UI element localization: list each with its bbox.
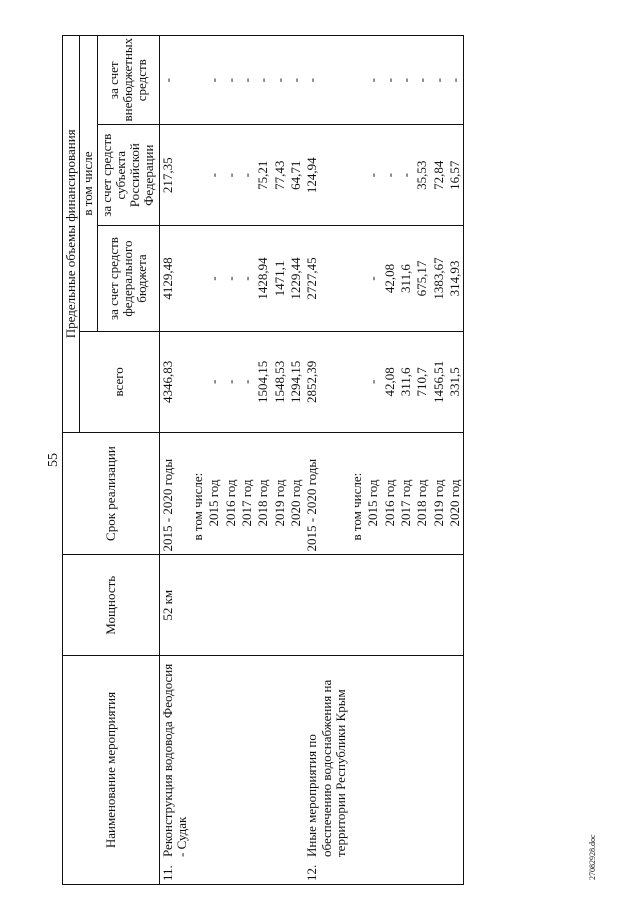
cell-period: 2015 - 2020 годы <box>159 432 190 555</box>
cell-period: 2015 - 2020 годы <box>304 432 349 555</box>
cell-capacity <box>414 555 430 656</box>
table-row <box>190 36 206 885</box>
cell-total <box>190 332 206 433</box>
cell-regional: - <box>239 125 255 226</box>
cell-period: 2016 год <box>382 432 398 555</box>
cell-extra: - <box>365 36 381 125</box>
table-row <box>206 36 222 885</box>
cell-extra: - <box>159 36 190 125</box>
cell-period: 2017 год <box>239 432 255 555</box>
cell-federal: - <box>365 225 381 331</box>
cell-federal: - <box>206 225 222 331</box>
cell-regional: - <box>223 125 239 226</box>
cell-capacity <box>272 555 288 656</box>
cell-total: 311,6 <box>398 332 414 433</box>
table-row <box>255 36 271 885</box>
header-capacity: Мощность <box>63 555 160 656</box>
cell-federal: 1229,44 <box>288 225 304 331</box>
cell-extra: - <box>382 36 398 125</box>
table-row <box>447 36 464 885</box>
cell-period: 2019 год <box>272 432 288 555</box>
cell-total: - <box>223 332 239 433</box>
cell-total: 1504,15 <box>255 332 271 433</box>
cell-regional <box>190 125 206 226</box>
cell-period: 2018 год <box>414 432 430 555</box>
header-extra: за счет внебюджетных средств <box>97 36 159 125</box>
table-row <box>159 36 190 885</box>
cell-total: 331,5 <box>447 332 464 433</box>
header-funding: Предельные объемы финансирования <box>63 36 80 433</box>
cell-total: - <box>206 332 222 433</box>
table-row <box>223 36 239 885</box>
cell-federal: 1383,67 <box>431 225 447 331</box>
cell-federal: 311,6 <box>398 225 414 331</box>
cell-extra: - <box>398 36 414 125</box>
cell-name <box>255 656 271 885</box>
cell-name <box>304 656 349 885</box>
cell-extra <box>349 36 365 125</box>
cell-capacity <box>304 555 349 656</box>
cell-regional: - <box>206 125 222 226</box>
cell-federal: 42,08 <box>382 225 398 331</box>
header-regional: за счет средств субъекта Российской Федерации <box>97 125 159 226</box>
cell-capacity <box>398 555 414 656</box>
cell-capacity <box>431 555 447 656</box>
cell-total: 1456,51 <box>431 332 447 433</box>
table-row <box>272 36 288 885</box>
cell-capacity <box>239 555 255 656</box>
cell-federal: - <box>239 225 255 331</box>
cell-capacity <box>190 555 206 656</box>
cell-regional: - <box>398 125 414 226</box>
cell-period: 2020 год <box>288 432 304 555</box>
cell-capacity <box>349 555 365 656</box>
cell-capacity <box>365 555 381 656</box>
cell-period: 2019 год <box>431 432 447 555</box>
cell-regional: 77,43 <box>272 125 288 226</box>
table-row <box>414 36 430 885</box>
cell-period: в том числе: <box>190 432 206 555</box>
cell-period: 2015 год <box>365 432 381 555</box>
cell-total: 4346,83 <box>159 332 190 433</box>
cell-federal: 1471,1 <box>272 225 288 331</box>
row-number: 12. <box>304 864 320 881</box>
cell-total <box>349 332 365 433</box>
cell-regional: 35,53 <box>414 125 430 226</box>
cell-federal: 4129,48 <box>159 225 190 331</box>
cell-capacity: 52 км <box>159 555 190 656</box>
table-body <box>159 36 464 885</box>
cell-regional: 16,57 <box>447 125 464 226</box>
cell-capacity <box>223 555 239 656</box>
cell-name <box>447 656 464 885</box>
cell-period: 2018 год <box>255 432 271 555</box>
cell-extra: - <box>272 36 288 125</box>
header-federal: за счет средств федерального бюджета <box>97 225 159 331</box>
table-row <box>382 36 398 885</box>
cell-regional: 72,84 <box>431 125 447 226</box>
cell-regional: 217,35 <box>159 125 190 226</box>
cell-extra <box>190 36 206 125</box>
cell-period: 2017 год <box>398 432 414 555</box>
cell-total: 42,08 <box>382 332 398 433</box>
cell-capacity <box>382 555 398 656</box>
cell-total: 1294,15 <box>288 332 304 433</box>
cell-period: в том числе: <box>349 432 365 555</box>
cell-name <box>365 656 381 885</box>
funding-table <box>62 35 464 885</box>
rotated-table-area <box>62 35 612 885</box>
cell-period: 2015 год <box>206 432 222 555</box>
cell-name <box>206 656 222 885</box>
row-number: 11. <box>159 865 175 881</box>
table-row <box>288 36 304 885</box>
cell-federal: 314,93 <box>447 225 464 331</box>
header-total: всего <box>80 332 159 433</box>
table-row <box>365 36 381 885</box>
cell-federal: 675,17 <box>414 225 430 331</box>
cell-federal: - <box>223 225 239 331</box>
cell-total: 2852,39 <box>304 332 349 433</box>
cell-total: 710,7 <box>414 332 430 433</box>
table-header <box>63 36 160 885</box>
cell-regional: - <box>382 125 398 226</box>
cell-extra: - <box>288 36 304 125</box>
cell-extra: - <box>431 36 447 125</box>
cell-name <box>272 656 288 885</box>
cell-regional: 75,21 <box>255 125 271 226</box>
cell-extra: - <box>223 36 239 125</box>
cell-federal: 2727,45 <box>304 225 349 331</box>
cell-name <box>431 656 447 885</box>
row-name: Реконструкция водовода Феодосия - Судак <box>159 663 189 857</box>
table-row <box>431 36 447 885</box>
cell-name <box>159 656 190 885</box>
row-name: Иные мероприятия по обеспечению водоснабжения на территории Республики Крым <box>304 679 348 857</box>
cell-name <box>349 656 365 885</box>
cell-extra: - <box>255 36 271 125</box>
cell-total: 1548,53 <box>272 332 288 433</box>
table-row <box>239 36 255 885</box>
cell-total: - <box>365 332 381 433</box>
cell-extra: - <box>414 36 430 125</box>
cell-capacity <box>288 555 304 656</box>
page-number: 55 <box>46 453 61 467</box>
cell-federal: 1428,94 <box>255 225 271 331</box>
cell-regional: 124,94 <box>304 125 349 226</box>
cell-extra: - <box>206 36 222 125</box>
footer-doc-name: 27082928.doc <box>588 834 597 880</box>
header-including: в том числе <box>80 36 97 332</box>
cell-period: 2020 год <box>447 432 464 555</box>
cell-regional <box>349 125 365 226</box>
cell-federal <box>349 225 365 331</box>
cell-name <box>288 656 304 885</box>
table-row <box>304 36 349 885</box>
cell-name <box>382 656 398 885</box>
cell-name <box>414 656 430 885</box>
table-row <box>349 36 365 885</box>
cell-total: - <box>239 332 255 433</box>
cell-extra: - <box>304 36 349 125</box>
cell-name <box>239 656 255 885</box>
cell-capacity <box>206 555 222 656</box>
cell-federal <box>190 225 206 331</box>
cell-regional: 64,71 <box>288 125 304 226</box>
cell-extra: - <box>447 36 464 125</box>
cell-name <box>223 656 239 885</box>
cell-name <box>398 656 414 885</box>
table-row <box>398 36 414 885</box>
cell-capacity <box>447 555 464 656</box>
cell-extra: - <box>239 36 255 125</box>
cell-capacity <box>255 555 271 656</box>
cell-period: 2016 год <box>223 432 239 555</box>
header-period: Срок реализации <box>63 432 160 555</box>
cell-regional: - <box>365 125 381 226</box>
cell-name <box>190 656 206 885</box>
header-name: Наименование мероприятия <box>63 656 160 885</box>
